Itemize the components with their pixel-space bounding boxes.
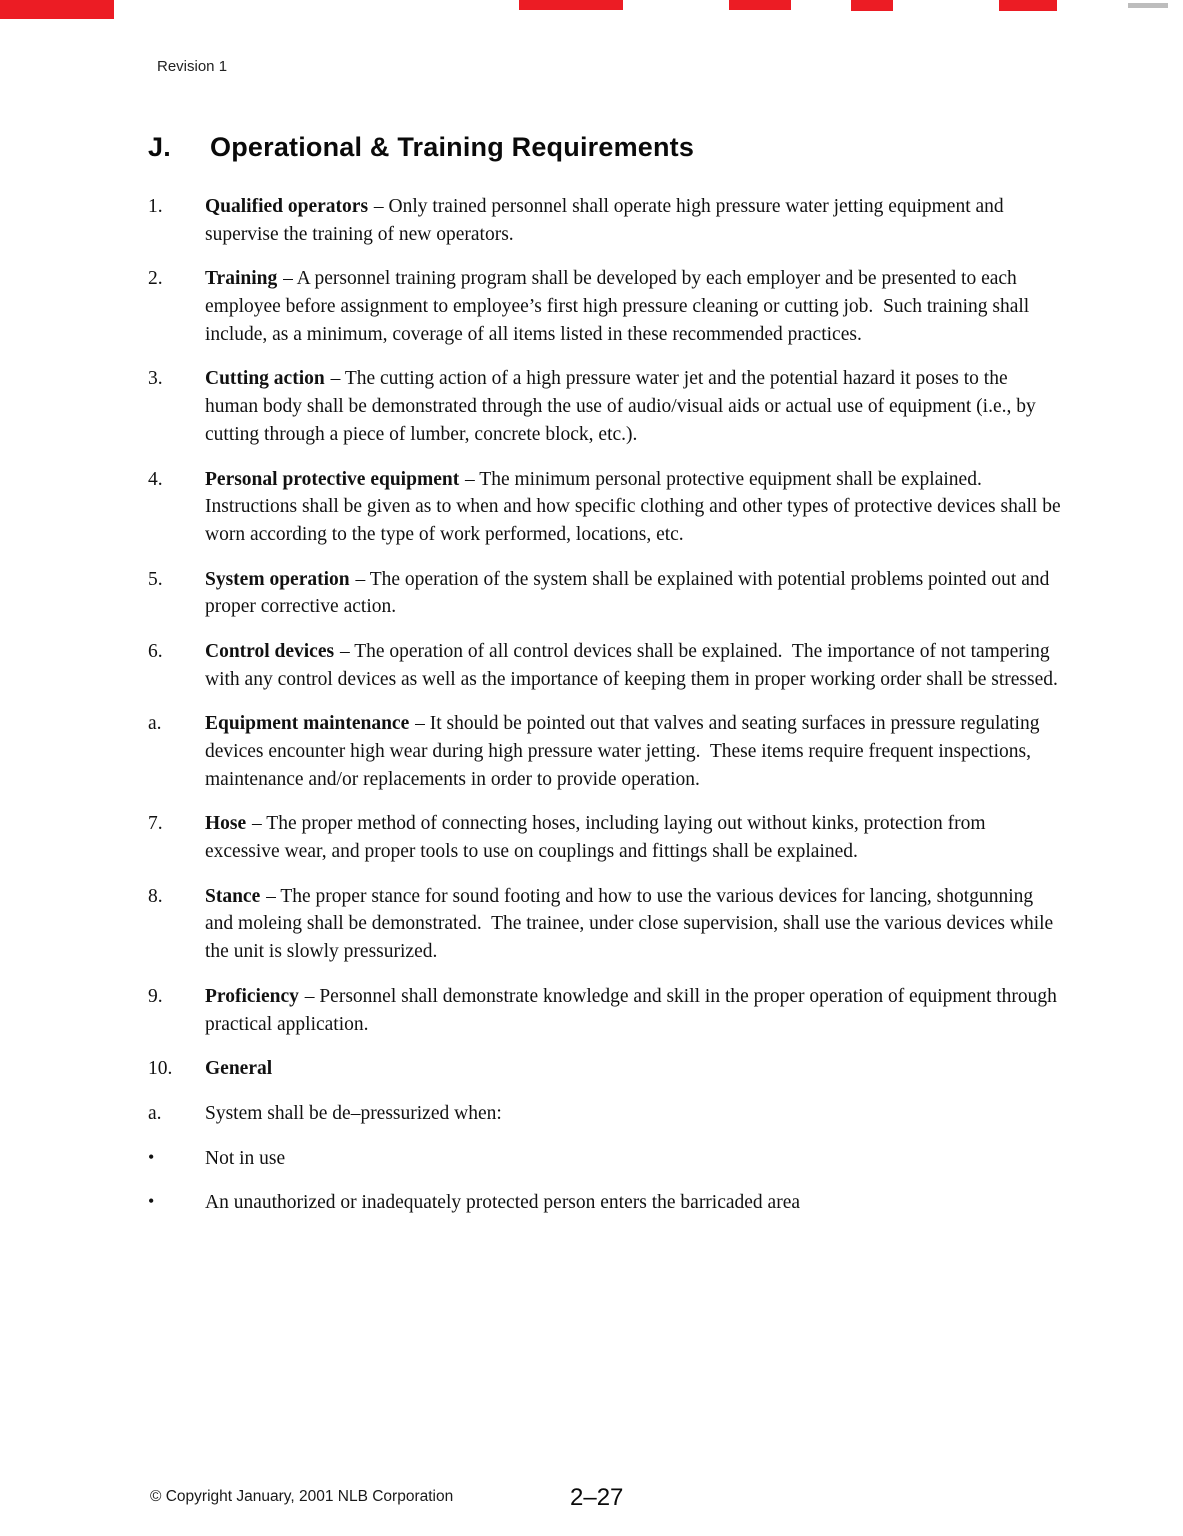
item-term: Personal protective equipment [205, 468, 460, 490]
list-item [148, 1189, 1063, 1217]
item-marker: 10. [148, 1058, 173, 1080]
item-marker: 5. [148, 568, 163, 590]
item-text [205, 193, 1063, 248]
item-body: System shall be de–pressurized when: [205, 1102, 502, 1124]
item-body: – Personnel shall demonstrate knowledge and skill in the proper operation of equipment through practical application. [205, 985, 1062, 1035]
scan-artifact-mark [851, 0, 893, 11]
scan-artifact-mark [519, 0, 623, 10]
list-item [148, 810, 1063, 865]
item-text [205, 883, 1063, 966]
item-text [205, 638, 1063, 693]
scan-artifact-mark [0, 0, 114, 19]
section-title [148, 132, 1063, 163]
item-term: Hose [205, 813, 247, 835]
list-item [148, 265, 1063, 348]
bullet-icon: • [148, 1191, 155, 1212]
item-text [205, 1189, 1063, 1217]
item-term: Cutting action [205, 368, 325, 390]
item-marker: 1. [148, 196, 163, 217]
list-item [148, 365, 1063, 448]
item-text [205, 365, 1063, 448]
list-item [148, 883, 1063, 966]
item-term: Qualified operators [205, 196, 369, 217]
item-body: – A personnel training program shall be developed by each employer and be presented to each employee before assignment to employee’s first high pressure cleaning or cutting job. Such training shall include, as a minimum, coverage of all items listed in these recommended practices. [205, 268, 1035, 345]
item-text [205, 1145, 1063, 1173]
item-marker: a. [148, 1102, 162, 1124]
item-marker: a. [148, 713, 162, 735]
section-title-text: Operational & Training Requirements [210, 132, 695, 162]
item-term: System operation [205, 568, 350, 590]
item-body: – The minimum personal protective equipment shall be explained. Instructions shall be given as to when and how specific clothing and other types of protective devices shall be worn according to the type of work performed, locations, etc. [205, 468, 1066, 545]
item-body: Not in use [205, 1147, 286, 1169]
item-text [205, 265, 1063, 348]
item-marker: 3. [148, 368, 163, 390]
list-item [148, 983, 1063, 1038]
item-body: – It should be pointed out that valves and seating surfaces in pressure regulating devices encounter high wear during high pressure water jetting. These items require frequent inspections, maintenance and/or replacements in order to provide operation. [205, 713, 1045, 790]
bullet-icon: • [148, 1146, 155, 1167]
item-term: Control devices [205, 640, 335, 662]
list-item [148, 1055, 1063, 1083]
item-body: – The operation of the system shall be explained with potential problems pointed out and proper corrective action. [205, 568, 1055, 618]
list-item [148, 1145, 1063, 1173]
item-marker: 2. [148, 268, 163, 290]
item-body: – The proper method of connecting hoses, including laying out without kinks, protection from excessive wear, and proper tools to use on couplings and fittings shall be explained. [205, 813, 991, 863]
item-text [205, 983, 1063, 1038]
item-body: – The cutting action of a high pressure water jet and the potential hazard it poses to the human body shall be demonstrated through the use of audio/visual aids or actual use of equipment (i.e., by cutting through a piece of lumber, concrete block, etc.). [205, 368, 1041, 445]
list-item [148, 638, 1063, 693]
list-item [148, 710, 1063, 793]
item-text [205, 566, 1063, 621]
list-item [148, 466, 1066, 549]
scan-artifact-mark [999, 0, 1057, 11]
item-marker: 4. [148, 468, 163, 490]
item-body: – Only trained personnel shall operate high pressure water jetting equipment and supervise the training of new operators. [205, 196, 1009, 245]
item-term: Stance [205, 885, 261, 907]
document-body [148, 132, 1066, 1234]
item-marker: 7. [148, 813, 163, 835]
list-item [148, 1100, 1063, 1128]
item-text [205, 810, 1063, 865]
scan-artifact-mark [1128, 3, 1168, 8]
item-text [205, 710, 1063, 793]
item-term: Training [205, 268, 278, 290]
page-number: 2–27 [570, 1484, 624, 1511]
scan-artifact-mark [729, 0, 791, 10]
revision-label: Revision 1 [157, 58, 228, 75]
item-term: General [205, 1058, 273, 1080]
item-body: – The operation of all control devices shall be explained. The importance of not tampering with any control devices as well as the importance of keeping them in proper working order shall be stressed. [205, 640, 1058, 690]
section-letter: J. [148, 132, 171, 162]
item-marker: 6. [148, 640, 163, 662]
item-marker: 8. [148, 885, 163, 907]
item-marker: 9. [148, 985, 163, 1007]
list-item [148, 193, 1063, 248]
item-term: Equipment maintenance [205, 713, 410, 735]
item-body: An unauthorized or inadequately protected person enters the barricaded area [205, 1192, 801, 1214]
copyright-text: © Copyright January, 2001 NLB Corporation [150, 1488, 454, 1505]
item-text [205, 1100, 1063, 1128]
item-term: Proficiency [205, 985, 299, 1007]
item-text [205, 466, 1066, 549]
item-body: – The proper stance for sound footing and how to use the various devices for lancing, shotgunning and moleing shall be demonstrated. The trainee, under close supervision, shall use the various devices while the unit is slowly pressurized. [205, 885, 1059, 963]
item-text [205, 1055, 1063, 1083]
list-item [148, 566, 1063, 621]
